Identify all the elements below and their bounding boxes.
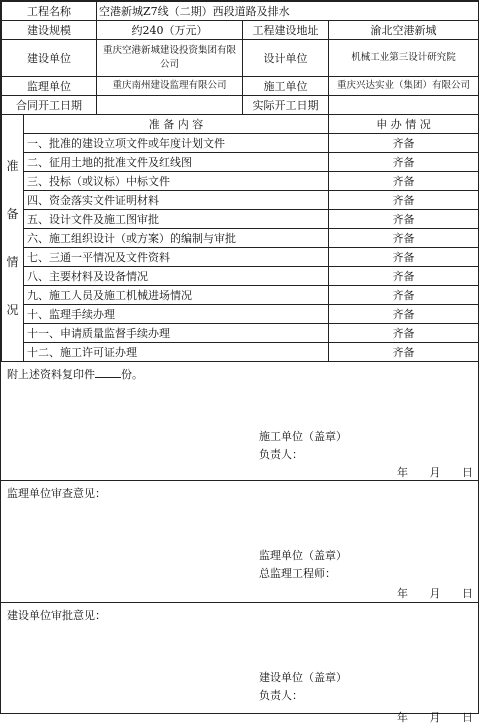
contractor-label: 施工单位 bbox=[243, 77, 329, 96]
prep-status: 齐备 bbox=[329, 172, 479, 191]
prep-status: 齐备 bbox=[329, 286, 479, 305]
prep-status: 齐备 bbox=[329, 305, 479, 324]
prep-item: 一、批准的建设立项文件或年度计划文件 bbox=[24, 134, 329, 153]
actual-start-label: 实际开工日期 bbox=[243, 96, 329, 115]
chief-engineer-label: 总监理工程师： bbox=[259, 567, 336, 580]
prep-status: 齐备 bbox=[329, 229, 479, 248]
prep-item: 十一、申请质量监督手续办理 bbox=[24, 324, 329, 343]
project-info-table bbox=[1, 1, 479, 362]
owner-approval-section bbox=[1, 602, 478, 728]
prep-status: 齐备 bbox=[329, 324, 479, 343]
supervisor-value: 重庆南州建设监理有限公司 bbox=[97, 77, 243, 96]
prep-status: 齐备 bbox=[329, 134, 479, 153]
prep-item: 四、资金落实文件证明材料 bbox=[24, 191, 329, 210]
prep-side-char: 况 bbox=[6, 303, 19, 317]
prep-status: 齐备 bbox=[329, 191, 479, 210]
contractor-signature bbox=[259, 428, 347, 464]
contract-start-label: 合同开工日期 bbox=[2, 96, 97, 115]
prep-item: 十二、施工许可证办理 bbox=[24, 343, 329, 362]
prep-side-char: 情 bbox=[6, 255, 19, 269]
scale-value: 约240（万元） bbox=[97, 21, 243, 40]
prep-status: 齐备 bbox=[329, 210, 479, 229]
attachments-section bbox=[1, 362, 478, 480]
site-label: 工程建设地址 bbox=[243, 21, 329, 40]
owner-seal-label: 建设单位（盖章） bbox=[259, 671, 347, 684]
prep-status: 齐备 bbox=[329, 153, 479, 172]
attachments-line bbox=[7, 366, 143, 382]
contractor-date: 年 月 日 bbox=[397, 466, 473, 479]
prep-item: 五、设计文件及施工图审批 bbox=[24, 210, 329, 229]
prep-item: 七、三通一平情况及文件资料 bbox=[24, 248, 329, 267]
attachments-prefix: 附上述资料复印件 bbox=[7, 368, 95, 381]
prep-item: 二、征用土地的批准文件及红线图 bbox=[24, 153, 329, 172]
contractor-person-label: 负责人： bbox=[259, 448, 303, 461]
supervisor-signature bbox=[259, 547, 347, 583]
prep-item: 九、施工人员及施工机械进场情况 bbox=[24, 286, 329, 305]
owner-date: 年 月 日 bbox=[397, 711, 473, 724]
contractor-seal-label: 施工单位（盖章） bbox=[259, 430, 347, 443]
owner-label: 建设单位 bbox=[2, 40, 97, 77]
supervision-review-section bbox=[1, 480, 478, 602]
copies-blank bbox=[95, 367, 121, 378]
prep-item: 六、施工组织设计（或方案）的编制与审批 bbox=[24, 229, 329, 248]
site-value: 渝北空港新城 bbox=[329, 21, 479, 40]
supervisor-date: 年 月 日 bbox=[397, 587, 473, 600]
prep-status: 齐备 bbox=[329, 248, 479, 267]
attachments-suffix: 份。 bbox=[121, 368, 143, 381]
prep-item: 八、主要材料及设备情况 bbox=[24, 267, 329, 286]
owner-signature bbox=[259, 669, 347, 705]
scale-label: 建设规模 bbox=[2, 21, 97, 40]
design-label: 设计单位 bbox=[243, 40, 329, 77]
project-name-label: 工程名称 bbox=[2, 2, 97, 21]
supervisor-seal-label: 监理单位（盖章） bbox=[259, 549, 347, 562]
project-name-value: 空港新城Z7线（二期）西段道路及排水 bbox=[97, 2, 479, 21]
prep-status-header: 申 办 情 况 bbox=[329, 115, 479, 134]
design-value: 机械工业第三设计研究院 bbox=[329, 40, 479, 77]
prep-status: 齐备 bbox=[329, 343, 479, 362]
owner-approval-label: 建设单位审批意见： bbox=[7, 609, 106, 622]
contract-start-value bbox=[97, 96, 243, 115]
contractor-value: 重庆兴达实业（集团）有限公司 bbox=[329, 77, 479, 96]
prep-item: 三、投标（或议标）中标文件 bbox=[24, 172, 329, 191]
actual-start-value bbox=[329, 96, 479, 115]
owner-person-label: 负责人： bbox=[259, 689, 303, 702]
prep-item: 十、监理手续办理 bbox=[24, 305, 329, 324]
supervisor-label: 监理单位 bbox=[2, 77, 97, 96]
prep-side-char: 准 bbox=[6, 159, 19, 173]
prep-status: 齐备 bbox=[329, 267, 479, 286]
prep-content-header: 准 备 内 容 bbox=[24, 115, 329, 134]
owner-value: 重庆空港新城建设投资集团有限公司 bbox=[97, 40, 243, 77]
prep-side-label bbox=[2, 115, 24, 362]
supervision-review-label: 监理单位审查意见： bbox=[7, 487, 106, 500]
prep-side-char: 备 bbox=[6, 207, 19, 221]
